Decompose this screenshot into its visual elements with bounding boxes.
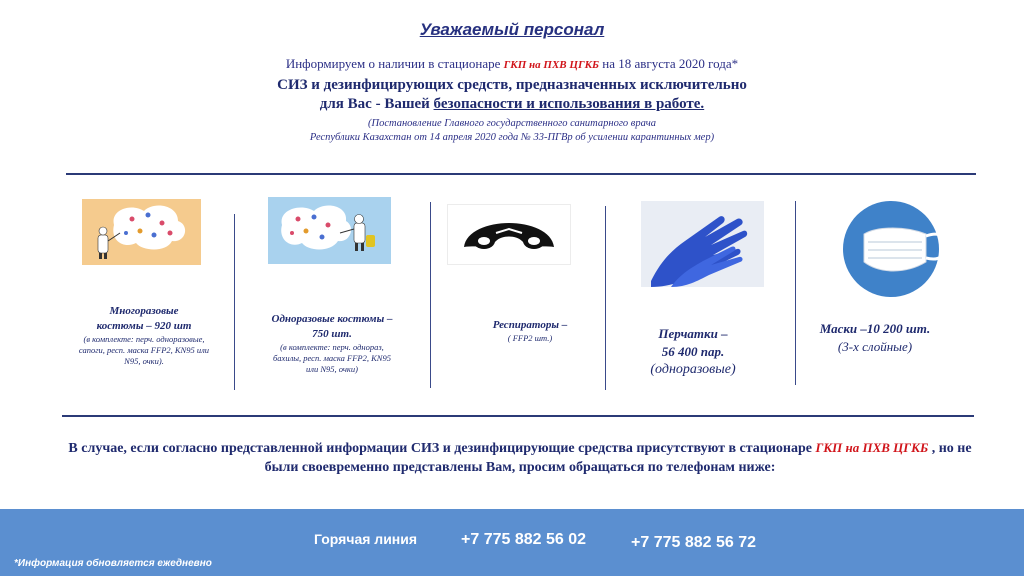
hotline-footer xyxy=(0,509,1024,576)
item-caption-respirators: Респираторы – ( FFP2 шт.) xyxy=(492,319,568,343)
hotline-phone-2[interactable]: +7 775 882 56 72 xyxy=(631,534,757,551)
column-divider xyxy=(795,201,796,385)
bottom-divider xyxy=(62,415,974,417)
item-caption-reusable-suits: Многоразовые костюмы – 920 шт (в комплекте: перч. одноразовые, сапоги, респ. маска FFP2, KN95 или N95, очки). xyxy=(78,305,210,366)
top-divider xyxy=(66,173,976,175)
column-divider xyxy=(605,206,606,390)
org-name: ГКП на ПХВ ЦГКБ xyxy=(503,59,600,71)
item-caption-gloves: Перчатки – 56 400 пар. (одноразовые) xyxy=(650,326,736,377)
info-line-1: Информируем о наличии в стационаре ГКП на ПХВ ЦГКБ на 18 августа 2020 года* xyxy=(285,56,739,71)
item-caption-disposable-suits: Одноразовые костюмы – 750 шт. (в комплекте: перч. однораз, бахилы, респ. маска FFP2, KN95 или N95, очки) xyxy=(271,313,393,374)
decree-reference: (Постановление Главного государственного санитарного врача Республики Казахстан от 14 апреля 2020 года № 33-ПГВр об усилении карантинных мер) xyxy=(309,118,715,143)
medical-mask-illustration xyxy=(842,200,952,298)
hotline-phone-1[interactable]: +7 775 882 56 02 xyxy=(461,531,587,548)
page-title: Уважаемый персонал xyxy=(419,20,605,39)
org-name: ГКП на ПХВ ЦГКБ xyxy=(815,440,929,455)
column-divider xyxy=(430,202,431,388)
respirator-image xyxy=(448,205,570,264)
gloves-photo xyxy=(641,201,764,287)
info-headline: СИЗ и дезинфицирующих средств, предназначенных исключительно для Вас - Вашей безопасности и использования в работе. xyxy=(277,77,747,112)
column-divider xyxy=(234,214,235,390)
hotline-label: Горячая линия xyxy=(314,531,418,547)
reusable-suit-illustration xyxy=(82,199,201,265)
update-footnote: *Информация обновляется ежедневно xyxy=(14,558,212,569)
contact-notice: В случае, если согласно представленной информации СИЗ и дезинфицирующие средства присутствуют в стационаре ГКП на ПХВ ЦГКБ , но не были своевременно представлены Вам, просим обращаться по телефонам ниже: xyxy=(68,440,972,475)
item-caption-masks: Маски –10 200 шт. (3-х слойные) xyxy=(819,321,931,354)
disposable-suit-illustration xyxy=(268,197,391,264)
